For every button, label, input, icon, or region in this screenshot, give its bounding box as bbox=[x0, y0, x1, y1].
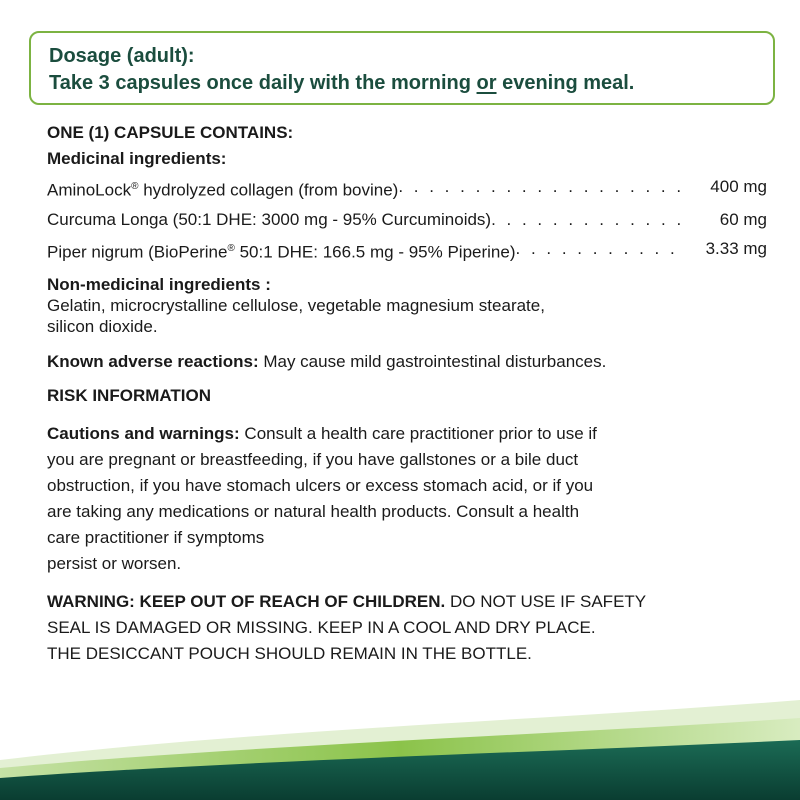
nonmedicinal-line: Gelatin, microcrystalline cellulose, vegetable magnesium stearate, bbox=[47, 296, 545, 316]
dosage-text-part: evening meal. bbox=[496, 72, 635, 94]
cautions-line: Consult a health care practitioner prior to use if bbox=[239, 424, 597, 444]
ingredient-desc: hydrolyzed collagen (from bovine) bbox=[138, 180, 399, 200]
dosage-instruction bbox=[49, 70, 773, 97]
adverse-label: Known adverse reactions: bbox=[47, 352, 259, 372]
dosage-title: Dosage (adult): bbox=[49, 45, 195, 67]
ingredient-row bbox=[47, 172, 767, 205]
nonmedicinal-line: silicon dioxide. bbox=[47, 317, 158, 337]
warning-line: SEAL IS DAMAGED OR MISSING. KEEP IN A COOL AND DRY PLACE. bbox=[47, 618, 596, 638]
ingredient-row bbox=[47, 205, 767, 234]
leader-dots bbox=[491, 205, 685, 234]
leader-dots bbox=[398, 172, 685, 205]
registered-mark: ® bbox=[131, 181, 139, 192]
warning-line: THE DESICCANT POUCH SHOULD REMAIN IN THE BOTTLE. bbox=[47, 644, 532, 664]
warning-section bbox=[47, 589, 767, 667]
adverse-text: May cause mild gastrointestinal disturbances. bbox=[258, 352, 607, 372]
cautions-line: care practitioner if symptoms bbox=[47, 528, 265, 548]
cautions-line: are taking any medications or natural health products. Consult a health bbox=[47, 502, 580, 522]
dosage-or: or bbox=[476, 72, 497, 94]
medicinal-heading: Medicinal ingredients: bbox=[47, 149, 227, 168]
adverse-reactions bbox=[47, 349, 767, 375]
cautions-line: obstruction, if you have stomach ulcers or excess stomach acid, or if you bbox=[47, 476, 594, 496]
contains-heading: ONE (1) CAPSULE CONTAINS: bbox=[47, 123, 294, 142]
nonmedicinal-heading: Non-medicinal ingredients : bbox=[47, 275, 271, 295]
cautions-label: Cautions and warnings: bbox=[47, 424, 240, 444]
ingredient-desc: 50:1 DHE: 166.5 mg - 95% Piperine) bbox=[234, 242, 516, 262]
ingredient-amount: 3.33 mg bbox=[705, 238, 767, 258]
ingredient-amount: 400 mg bbox=[710, 177, 767, 196]
dosage-box bbox=[29, 31, 775, 105]
footer-wave bbox=[0, 690, 800, 800]
risk-heading: RISK INFORMATION bbox=[47, 386, 212, 406]
cautions-section bbox=[47, 421, 767, 577]
ingredient-name: AminoLock bbox=[47, 180, 132, 200]
leader-dots bbox=[516, 234, 686, 267]
ingredient-row bbox=[47, 234, 767, 267]
cautions-line: you are pregnant or breastfeeding, if you have gallstones or a bile duct bbox=[47, 450, 579, 470]
warning-line: DO NOT USE IF SAFETY bbox=[445, 592, 647, 612]
registered-mark: ® bbox=[227, 242, 235, 254]
ingredient-amount: 60 mg bbox=[719, 209, 767, 229]
nonmedicinal-section bbox=[47, 274, 767, 337]
dosage-text-part: Take 3 capsules once daily with the morning bbox=[49, 72, 477, 94]
ingredient-name: Piper nigrum (BioPerine bbox=[47, 242, 228, 262]
warning-label: WARNING: KEEP OUT OF REACH OF CHILDREN. bbox=[47, 592, 446, 612]
ingredient-name: Curcuma Longa (50:1 DHE: 3000 mg - 95% Curcuminoids) bbox=[47, 209, 492, 229]
label-content bbox=[47, 120, 767, 667]
cautions-line: persist or worsen. bbox=[47, 554, 182, 574]
